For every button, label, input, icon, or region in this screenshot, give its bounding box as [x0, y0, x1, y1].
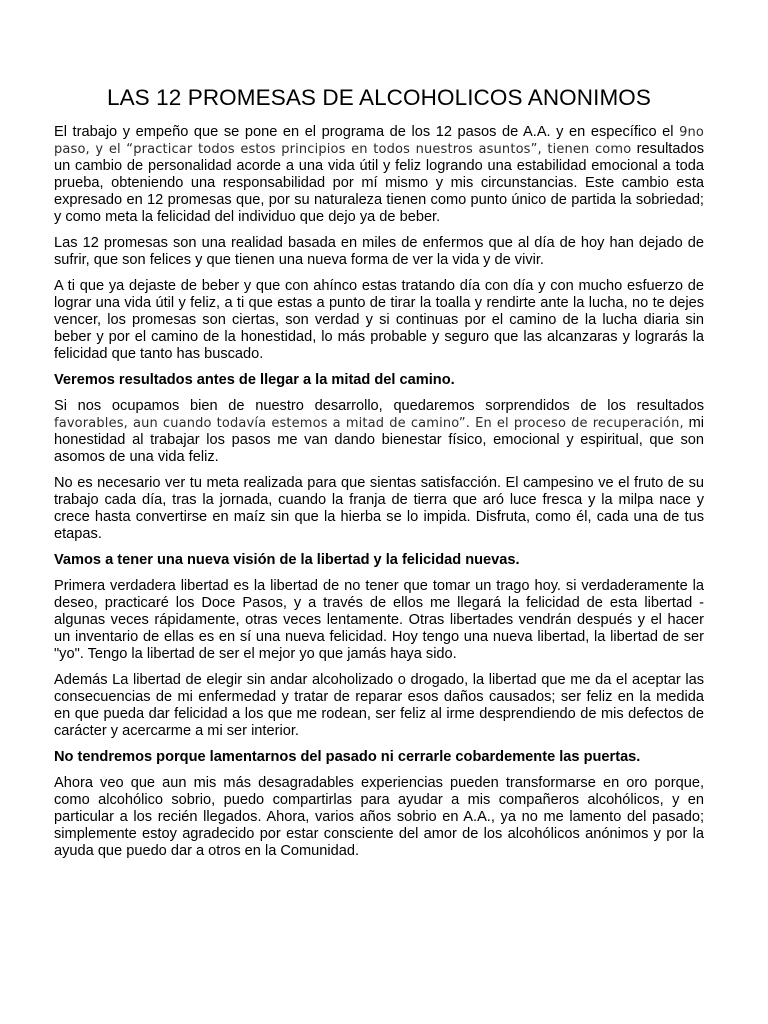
paragraph-intro [54, 124, 704, 226]
paragraph-intro-part-b: 9no paso, y el “practicar todos estos principios en todos nuestros asuntos”, tienen como [54, 125, 704, 157]
paragraph-promises-reality: Las 12 promesas son una realidad basada en miles de enfermos que al día de hoy han dejado de sufrir, que son felices y que tienen una nueva forma de ver la vida y de vivir. [54, 235, 704, 268]
paragraph-encouragement: A ti que ya dejaste de beber y que con ahínco estas tratando día con día y con mucho esfuerzo de lograr una vida útil y feliz, a ti que estas a punto de tirar la toalla y rendirte ante la lucha, no te dejes vencer, los promesas son ciertas, son verdad y si continuas por el camino de la lucha diaria sin beber y por el camino de la honestidad, lo más probable y seguro que las alcanzaras y lograrás la felicidad que tanto has buscado. [54, 278, 704, 362]
paragraph-intro-part-c: resultados un cambio de personalidad acorde a una vida útil y feliz logrando una estabilidad emocional a toda prueba, obteniendo una responsabilidad por mí mismo y mis circunstancias. [54, 141, 705, 191]
paragraph-results-part-a: Si nos ocupamos bien de nuestro desarrollo, quedaremos sorprendidos de los resultados [54, 398, 704, 414]
paragraph-results-part-c: mi honestidad al trabajar los pasos me van dando bienestar físico, emocional y espiritual, que son asomos de una vida feliz. [54, 415, 704, 465]
paragraph-satisfaction: No es necesario ver tu meta realizada para que sientas satisfacción. El campesino ve el fruto de su trabajo cada día, tras la jornada, cuando la franja de tierra que aró luce fresca y la milpa nace y crece hasta convertirse en maíz sin que la hierba se lo impida. Disfruta, como él, cada una de tus etapas. [54, 475, 704, 542]
paragraph-results-part-b: favorables, aun cuando todavía estemos a mitad de camino”. En el proceso de recuperación, [54, 416, 684, 431]
paragraph-results [54, 398, 704, 466]
section-heading-freedom: Vamos a tener una nueva visión de la libertad y la felicidad nuevas. [54, 552, 520, 568]
page-title: LAS 12 PROMESAS DE ALCOHOLICOS ANONIMOS [106, 85, 652, 110]
paragraph-intro-part-e: por su naturaleza tienen como punto único de partida la sobriedad; y como meta la felicidad del individuo que dejo ya de beber. [54, 192, 704, 225]
paragraph-freedom-more: Además La libertad de elegir sin andar alcoholizado o drogado, la libertad que me da el aceptar las consecuencias de mi enfermedad y tratar de reparar esos daños causados; ser feliz en la medida en que pueda dar felicidad a los que me rodean, ser feliz al irme desprendiendo de mis defectos de carácter y acercarme a mi ser interior. [54, 672, 704, 739]
paragraph-freedom: Primera verdadera libertad es la libertad de no tener que tomar un trago hoy. si verdaderamente la deseo, practicaré los Doce Pasos, y a través de ellos me llegará la felicidad de esta libertad - algunas veces rápidamente, otras veces lentamente. Otras libertades vendrán después y el hacer un inventario de ellas es en sí una nueva felicidad. Hoy tengo una nueva libertad, la libertad de ser "yo". Tengo la libertad de ser el mejor yo que jamás haya sido. [54, 578, 704, 662]
paragraph-intro-part-d: Este cambio esta expresado en 12 promesas que, [54, 175, 704, 208]
section-heading-past: No tendremos porque lamentarnos del pasado ni cerrarle cobardemente las puertas. [54, 749, 641, 765]
section-heading-results: Veremos resultados antes de llegar a la mitad del camino. [54, 372, 455, 388]
paragraph-past: Ahora veo que aun mis más desagradables experiencias pueden transformarse en oro porque, como alcohólico sobrio, puedo compartirlas para ayudar a mis compañeros alcohólicos, y en particular a los recién llegados. Ahora, varios años sobrio en A.A., ya no me lamento del pasado; simplemente estoy agradecido por estar consciente del amor de los alcohólicos anónimos y por la ayuda que puedo dar a otros en la Comunidad. [54, 775, 704, 859]
document-page [54, 84, 704, 869]
paragraph-intro-part-a: El trabajo y empeño que se pone en el programa de los 12 pasos de A.A. y en específico el [54, 124, 680, 140]
